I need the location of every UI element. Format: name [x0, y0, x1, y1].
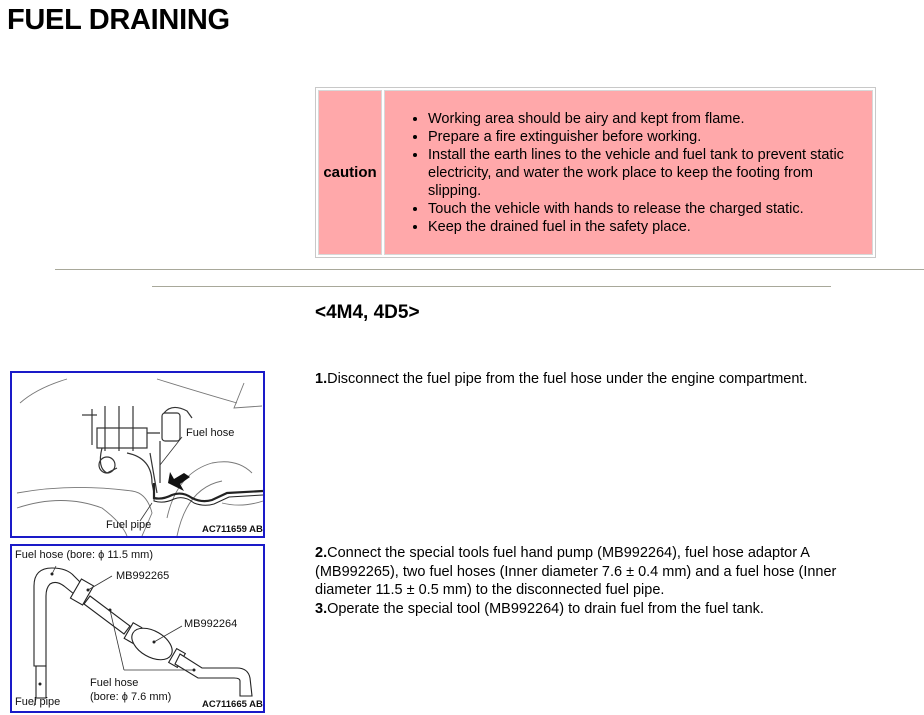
- figure-code: AC711659 AB: [202, 524, 263, 535]
- caution-item: • Prepare a fire extinguisher before working.: [428, 128, 864, 146]
- step-3: [315, 600, 880, 619]
- step-number: 1.: [315, 371, 328, 387]
- step-1: [315, 370, 880, 389]
- step-text: Operate the special tool (MB992264) to drain fuel from the fuel tank.: [327, 600, 764, 617]
- horizontal-divider: [55, 269, 924, 270]
- step-text: Connect the special tools fuel hand pump (MB992264), fuel hose adaptor A (MB992265), two fuel hoses (Inner diameter 7.6 ± 0.4 mm) and a fuel hose (Inner diameter 11.5 ± 0.5 mm) to the disconnected fuel pipe.: [315, 545, 837, 598]
- caution-item: • Touch the vehicle with hands to release the charged static.: [428, 200, 864, 218]
- label-fuel-pipe: Fuel pipe: [106, 519, 152, 531]
- caution-label: caution: [318, 90, 382, 255]
- figure-code: AC711665 AB: [202, 699, 263, 710]
- horizontal-divider: [152, 286, 831, 287]
- label-fuel-hose-small-bore: (bore: ϕ 7.6 mm): [90, 691, 172, 703]
- label-fuel-hose-large: Fuel hose (bore: ϕ 11.5 mm): [15, 549, 154, 561]
- label-fuel-hose-small: Fuel hose: [90, 677, 139, 689]
- caution-item: • Working area should be airy and kept from flame.: [428, 110, 864, 128]
- caution-item: • Keep the drained fuel in the safety place.: [428, 218, 864, 236]
- label-mb992264: MB992264: [184, 618, 238, 630]
- step-text: Disconnect the fuel pipe from the fuel hose under the engine compartment.: [327, 371, 808, 387]
- caution-body: [384, 90, 873, 255]
- caution-item: • Install the earth lines to the vehicle and fuel tank to prevent static electricity, and water the work place to keep the footing from slipping.: [428, 146, 864, 200]
- step-2: [315, 544, 880, 600]
- caution-list: [385, 110, 872, 236]
- caution-box: [315, 87, 876, 258]
- figure-hose-connection: [10, 544, 265, 713]
- label-mb992265: MB992265: [116, 570, 170, 582]
- steps-2-3: [315, 544, 880, 618]
- figure-engine-compartment: [10, 371, 265, 538]
- arrow-icon: [168, 472, 190, 491]
- model-heading: <4M4, 4D5>: [315, 302, 420, 323]
- step-number: 3.: [315, 600, 328, 617]
- label-fuel-hose: Fuel hose: [186, 427, 235, 439]
- page-title: FUEL DRAINING: [7, 4, 230, 36]
- engine-diagram-illustration: [12, 373, 263, 536]
- label-fuel-pipe: Fuel pipe: [15, 696, 61, 708]
- step-number: 2.: [315, 545, 328, 561]
